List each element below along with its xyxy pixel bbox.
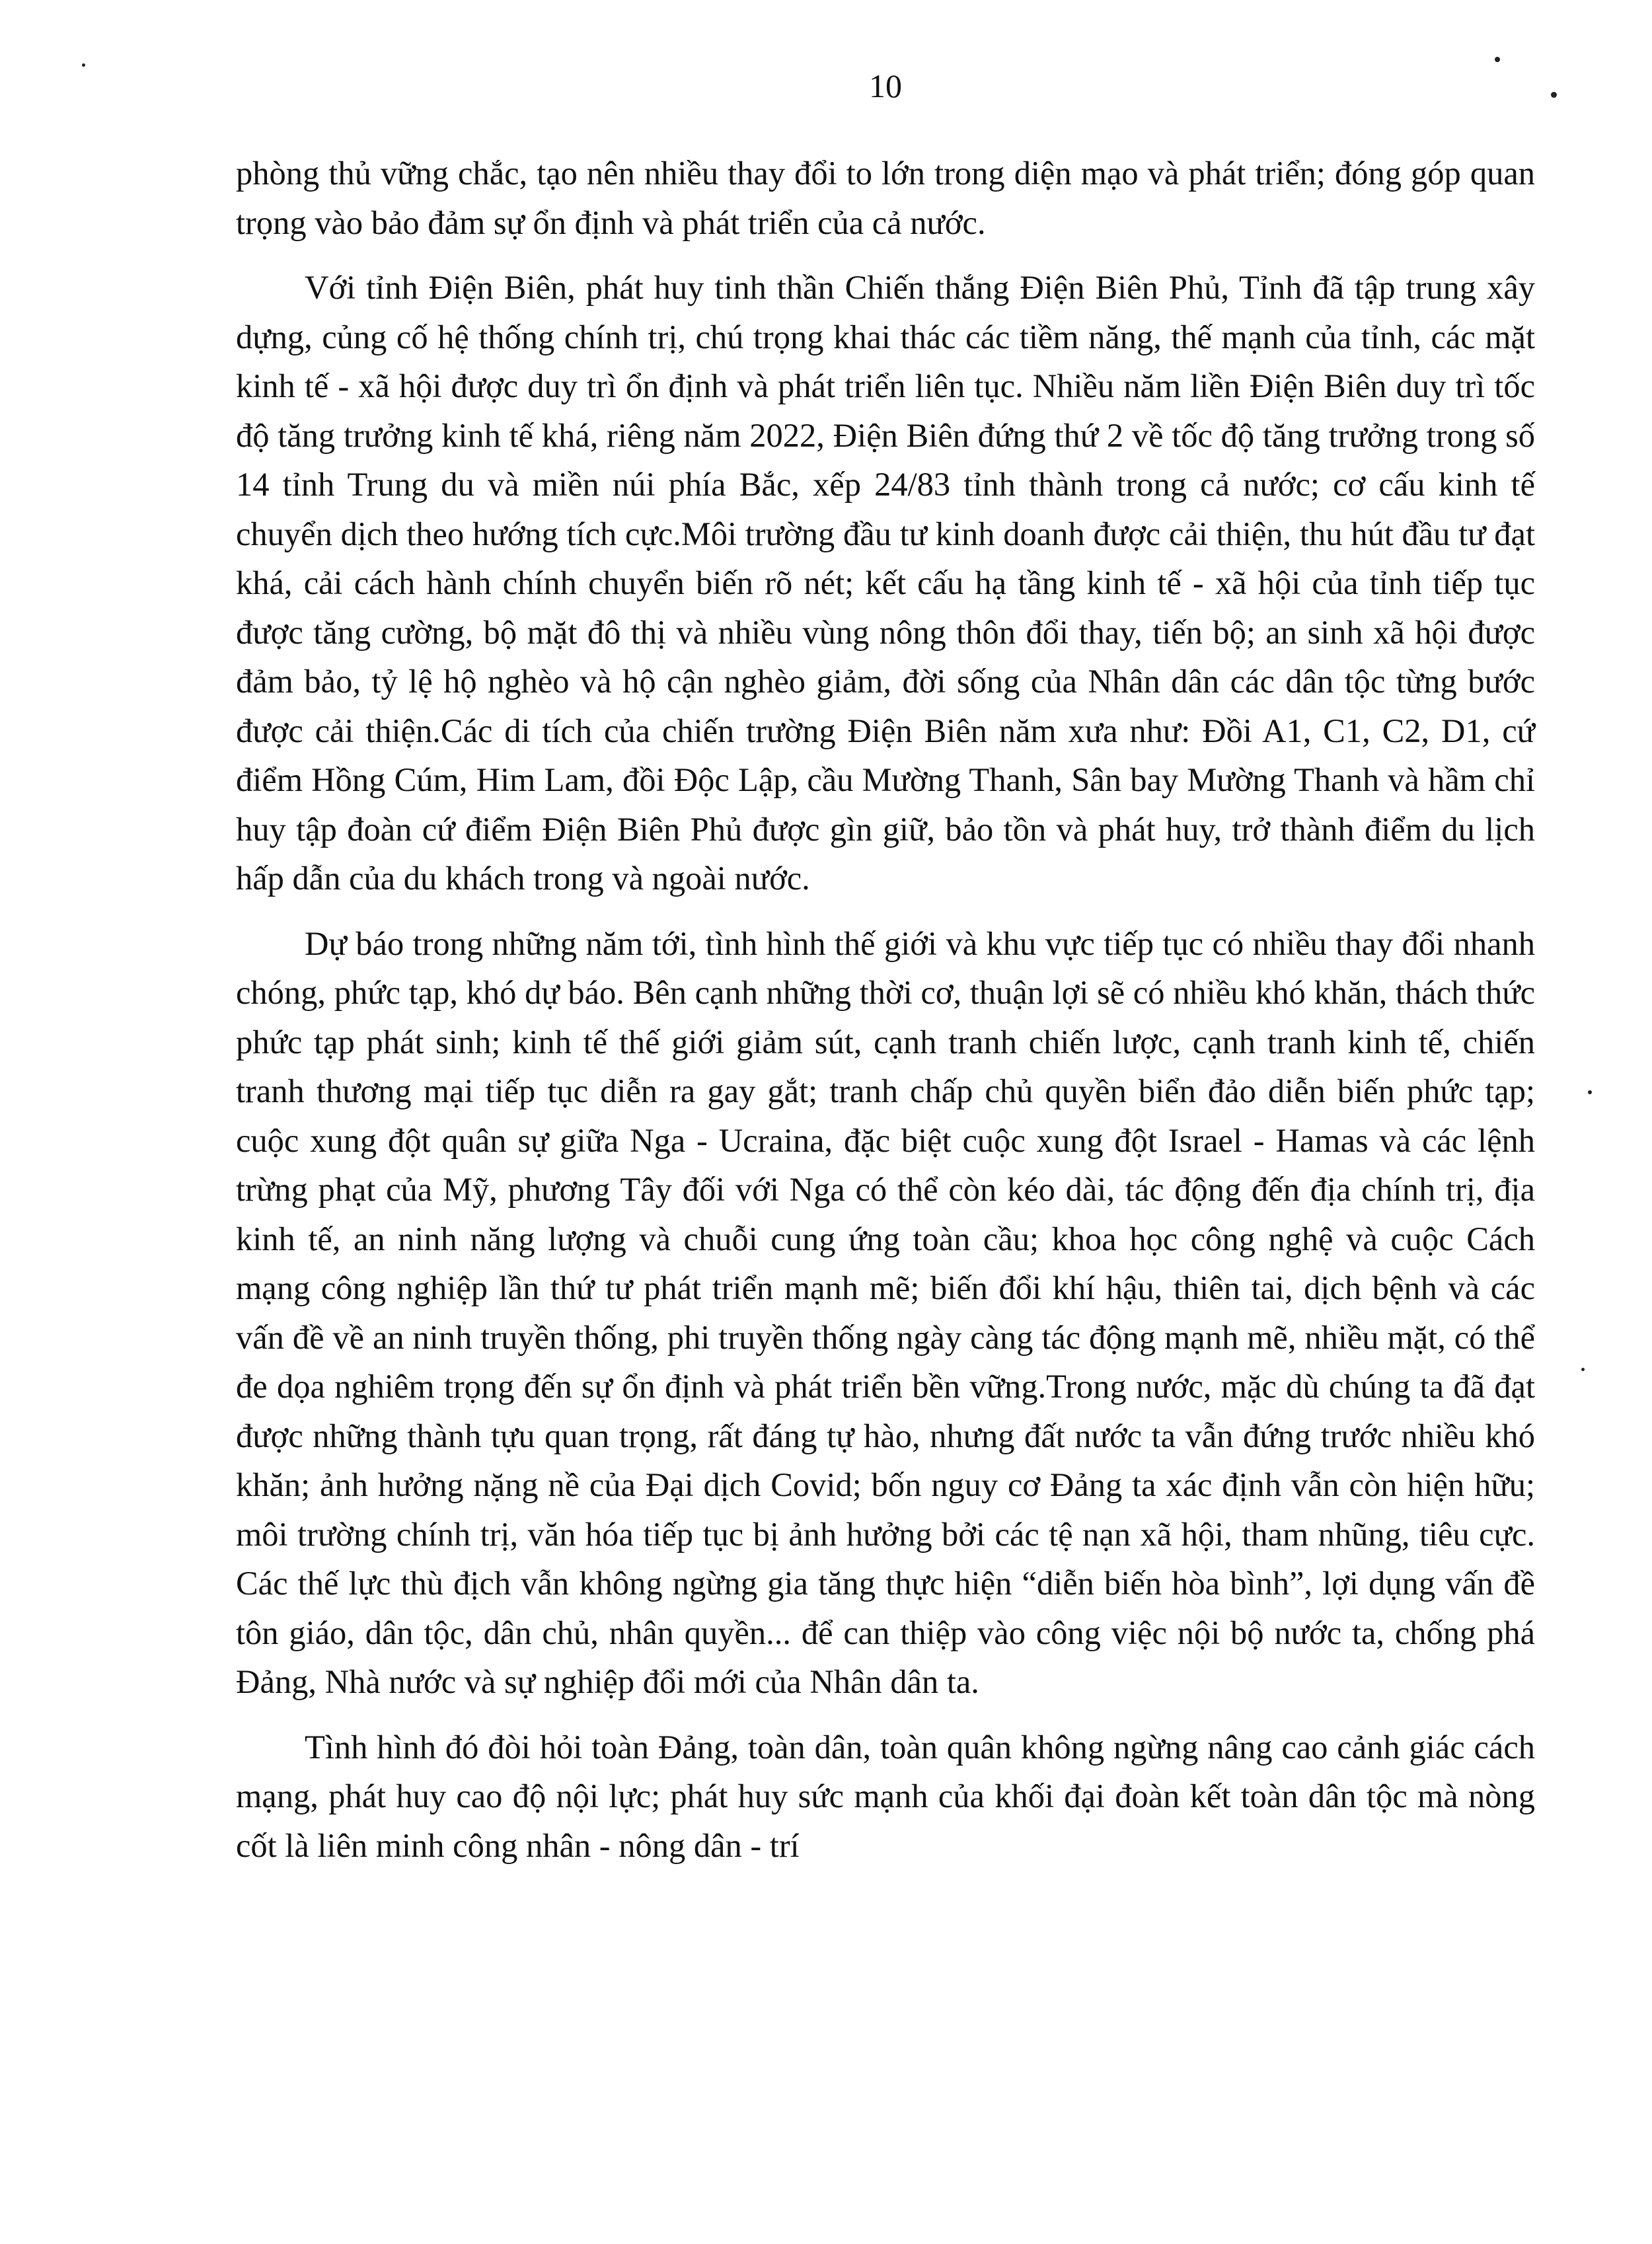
scan-speck <box>1495 57 1500 62</box>
scan-speck <box>82 63 85 67</box>
paragraph-situation: Tình hình đó đòi hỏi toàn Đảng, toàn dân, toàn quân không ngừng nâng cao cảnh giác cách mạng, phát huy cao độ nội lực; phát huy sức mạnh của khối đại đoàn kết toàn dân tộc mà nòng cốt là liên minh công nhân - nông dân - trí <box>236 1728 1535 1864</box>
scan-speck <box>1588 1090 1592 1094</box>
page-number: 10 <box>869 67 902 104</box>
body-text <box>236 149 1535 1870</box>
paragraph-dien-bien: Với tỉnh Điện Biên, phát huy tinh thần Chiến thắng Điện Biên Phủ, Tỉnh đã tập trung xây dựng, củng cố hệ thống chính trị, chú trọng khai thác các tiềm năng, thế mạnh của tỉnh, các mặt kinh tế - xã hội được duy trì ổn định và phát triển liên tục. Nhiều năm liền Điện Biên duy trì tốc độ tăng trưởng kinh tế khá, riêng năm 2022, Điện Biên đứng thứ 2 về tốc độ tăng trưởng trong số 14 tỉnh Trung du và miền núi phía Bắc, xếp 24/83 tỉnh thành trong cả nước; cơ cấu kinh tế chuyển dịch theo hướng tích cực.Môi trường đầu tư kinh doanh được cải thiện, thu hút đầu tư đạt khá, cải cách hành chính chuyển biến rõ nét; kết cấu hạ tầng kinh tế - xã hội của tỉnh tiếp tục được tăng cường, bộ mặt đô thị và nhiều vùng nông thôn đổi thay, tiến bộ; an sinh xã hội được đảm bảo, tỷ lệ hộ nghèo và hộ cận nghèo giảm, đời sống của Nhân dân các dân tộc từng bước được cải thiện.Các di tích của chiến trường Điện Biên năm xưa như: Đồi A1, C1, C2, D1, cứ điểm Hồng Cúm, Him Lam, đồi Độc Lập, cầu Mường Thanh, Sân bay Mường Thanh và hầm chỉ huy tập đoàn cứ điểm Điện Biên Phủ được gìn giữ, bảo tồn và phát huy, trở thành điểm du lịch hấp dẫn của du khách trong và ngoài nước. <box>236 269 1535 897</box>
paragraph-continued: phòng thủ vững chắc, tạo nên nhiều thay đổi to lớn trong diện mạo và phát triển; đóng góp quan trọng vào bảo đảm sự ổn định và phát triển của cả nước. <box>236 155 1535 241</box>
scan-speck <box>1581 1368 1585 1371</box>
scan-speck <box>1551 92 1557 98</box>
paragraph-forecast: Dự báo trong những năm tới, tình hình thế giới và khu vực tiếp tục có nhiều thay đổi nhanh chóng, phức tạp, khó dự báo. Bên cạnh những thời cơ, thuận lợi sẽ có nhiều khó khăn, thách thức phức tạp phát sinh; kinh tế thế giới giảm sút, cạnh tranh chiến lược, cạnh tranh kinh tế, chiến tranh thương mại tiếp tục diễn ra gay gắt; tranh chấp chủ quyền biển đảo diễn biến phức tạp; cuộc xung đột quân sự giữa Nga - Ucraina, đặc biệt cuộc xung đột Israel - Hamas và các lệnh trừng phạt của Mỹ, phương Tây đối với Nga có thể còn kéo dài, tác động đến địa chính trị, địa kinh tế, an ninh năng lượng và chuỗi cung ứng toàn cầu; khoa học công nghệ và cuộc Cách mạng công nghiệp lần thứ tư phát triển mạnh mẽ; biến đổi khí hậu, thiên tai, dịch bệnh và các vấn đề về an ninh truyền thống, phi truyền thống ngày càng tác động mạnh mẽ, nhiều mặt, có thể đe dọa nghiêm trọng đến sự ổn định và phát triển bền vững.Trong nước, mặc dù chúng ta đã đạt được những thành tựu quan trọng, rất đáng tự hào, nhưng đất nước ta vẫn đứng trước nhiều khó khăn; ảnh hưởng nặng nề của Đại dịch Covid; bốn nguy cơ Đảng ta xác định vẫn còn hiện hữu; môi trường chính trị, văn hóa tiếp tục bị ảnh hưởng bởi các tệ nạn xã hội, tham nhũng, tiêu cực. Các thế lực thù địch vẫn không ngừng gia tăng thực hiện “diễn biến hòa bình”, lợi dụng vấn đề tôn giáo, dân tộc, dân chủ, nhân quyền... để can thiệp vào công việc nội bộ nước ta, chống phá Đảng, Nhà nước và sự nghiệp đổi mới của Nhân dân ta. <box>236 924 1535 1700</box>
